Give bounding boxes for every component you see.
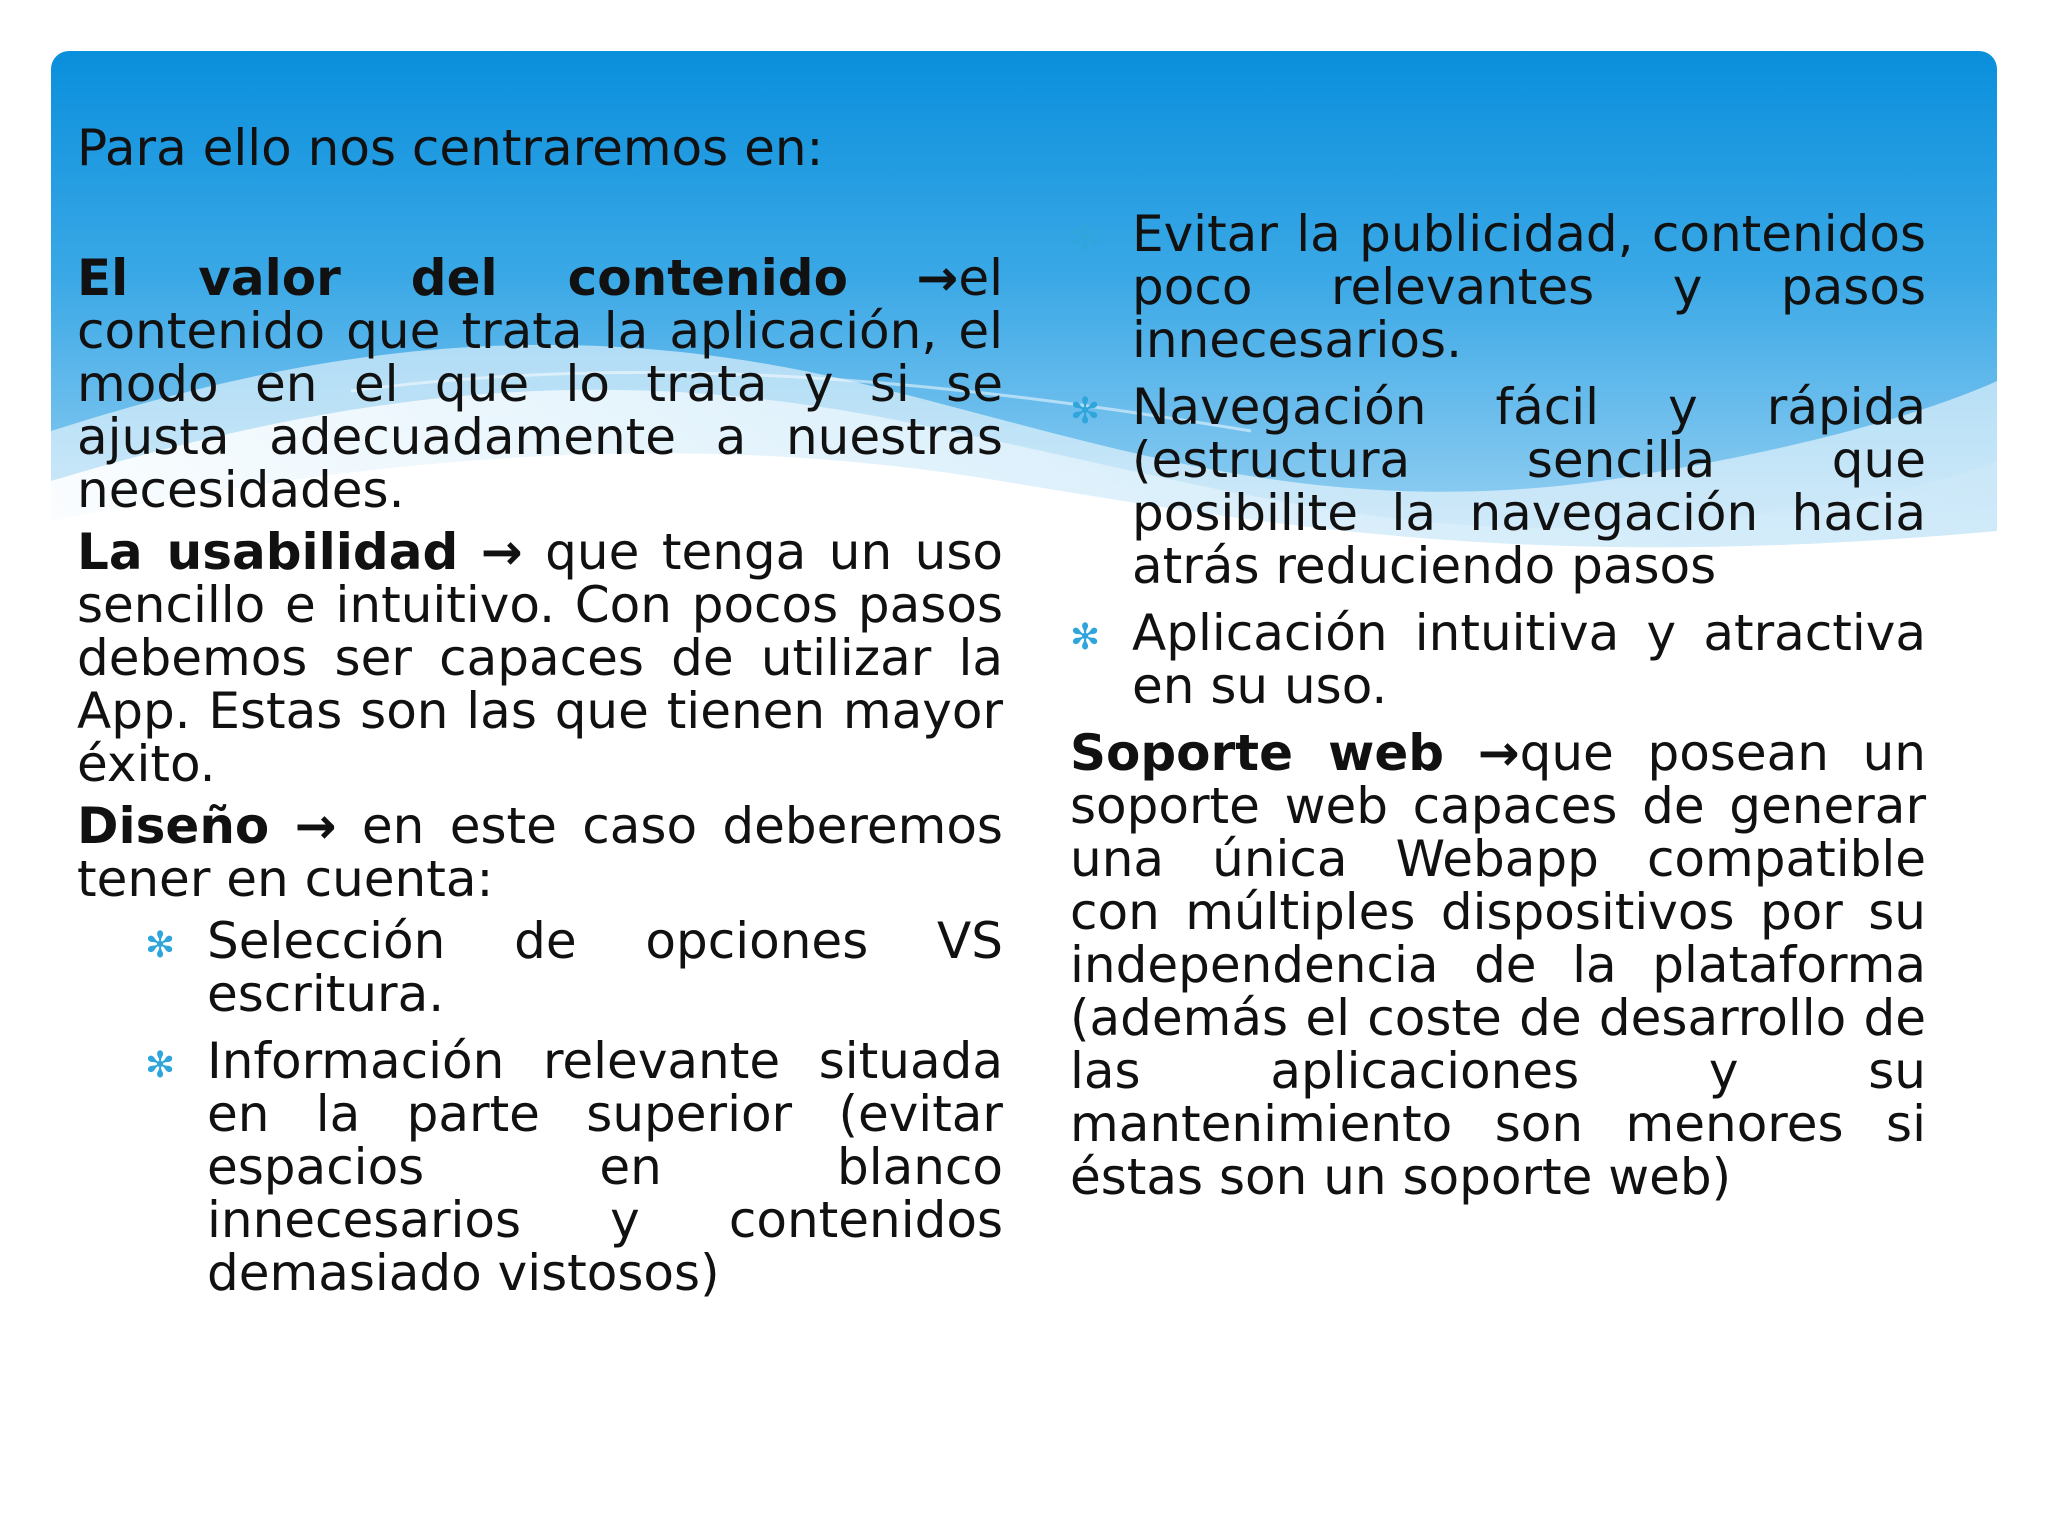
asterisk-icon: ✻ bbox=[1070, 218, 1101, 259]
web-support-paragraph bbox=[1070, 724, 1926, 1206]
arrow-right-icon: → bbox=[916, 249, 959, 307]
design-text: en este caso deberemos tener en cuenta: bbox=[77, 797, 1003, 908]
intro-text: Para ello nos centraremos en: bbox=[77, 119, 824, 177]
usability-paragraph bbox=[77, 523, 1004, 793]
arrow-right-icon: → bbox=[480, 523, 523, 581]
design-bullet-list-continued bbox=[1070, 205, 1926, 715]
list-item bbox=[1070, 378, 1926, 595]
list-item-text: Evitar la publicidad, contenidos poco relevantes y pasos innecesarios. bbox=[1132, 205, 1926, 369]
design-heading: Diseño bbox=[77, 797, 270, 855]
list-item-text: Información relevante situada en la parte superior (evitar espacios en blanco innecesarios y contenidos demasiado vistosos) bbox=[207, 1032, 1003, 1302]
web-support-heading: Soporte web bbox=[1070, 724, 1445, 782]
list-item bbox=[1070, 205, 1926, 369]
list-item-text: Aplicación intuitiva y atractiva en su uso. bbox=[1132, 604, 1926, 715]
right-column bbox=[1070, 205, 1926, 1213]
list-item-text: Navegación fácil y rápida (estructura sencilla que posibilite la navegación hacia atrás reduciendo pasos bbox=[1132, 378, 1926, 595]
content-value-paragraph bbox=[77, 249, 1003, 519]
design-paragraph bbox=[77, 797, 1003, 908]
asterisk-icon: ✻ bbox=[1070, 391, 1101, 432]
content-value-text: el contenido que trata la aplicación, el modo en el que lo trata y si se ajusta adecuadamente a nuestras necesidades. bbox=[77, 249, 1003, 519]
list-item bbox=[1070, 604, 1926, 715]
arrow-right-icon: → bbox=[1477, 724, 1520, 782]
asterisk-icon: ✻ bbox=[1070, 617, 1101, 658]
list-item bbox=[77, 912, 1003, 1023]
arrow-right-icon: → bbox=[294, 797, 337, 855]
asterisk-icon: ✻ bbox=[145, 925, 176, 966]
usability-text: que tenga un uso sencillo e intuitivo. Con pocos pasos debemos ser capaces de utilizar la App. Estas son las que tienen mayor éxito. bbox=[77, 523, 1004, 793]
asterisk-icon: ✻ bbox=[145, 1045, 176, 1086]
list-item-text: Selección de opciones VS escritura. bbox=[207, 912, 1003, 1023]
web-support-text: que posean un soporte web capaces de generar una única Webapp compatible con múltiples dispositivos por su independencia de la plataforma (además el coste de desarrollo de las aplicaciones y su mantenimiento son menores si éstas son un soporte web) bbox=[1070, 724, 1926, 1206]
usability-heading: La usabilidad bbox=[77, 523, 459, 581]
content-value-heading: El valor del contenido bbox=[77, 249, 848, 307]
list-item bbox=[77, 1032, 1003, 1302]
left-column bbox=[77, 249, 1004, 1314]
design-bullet-list bbox=[77, 912, 1003, 1302]
